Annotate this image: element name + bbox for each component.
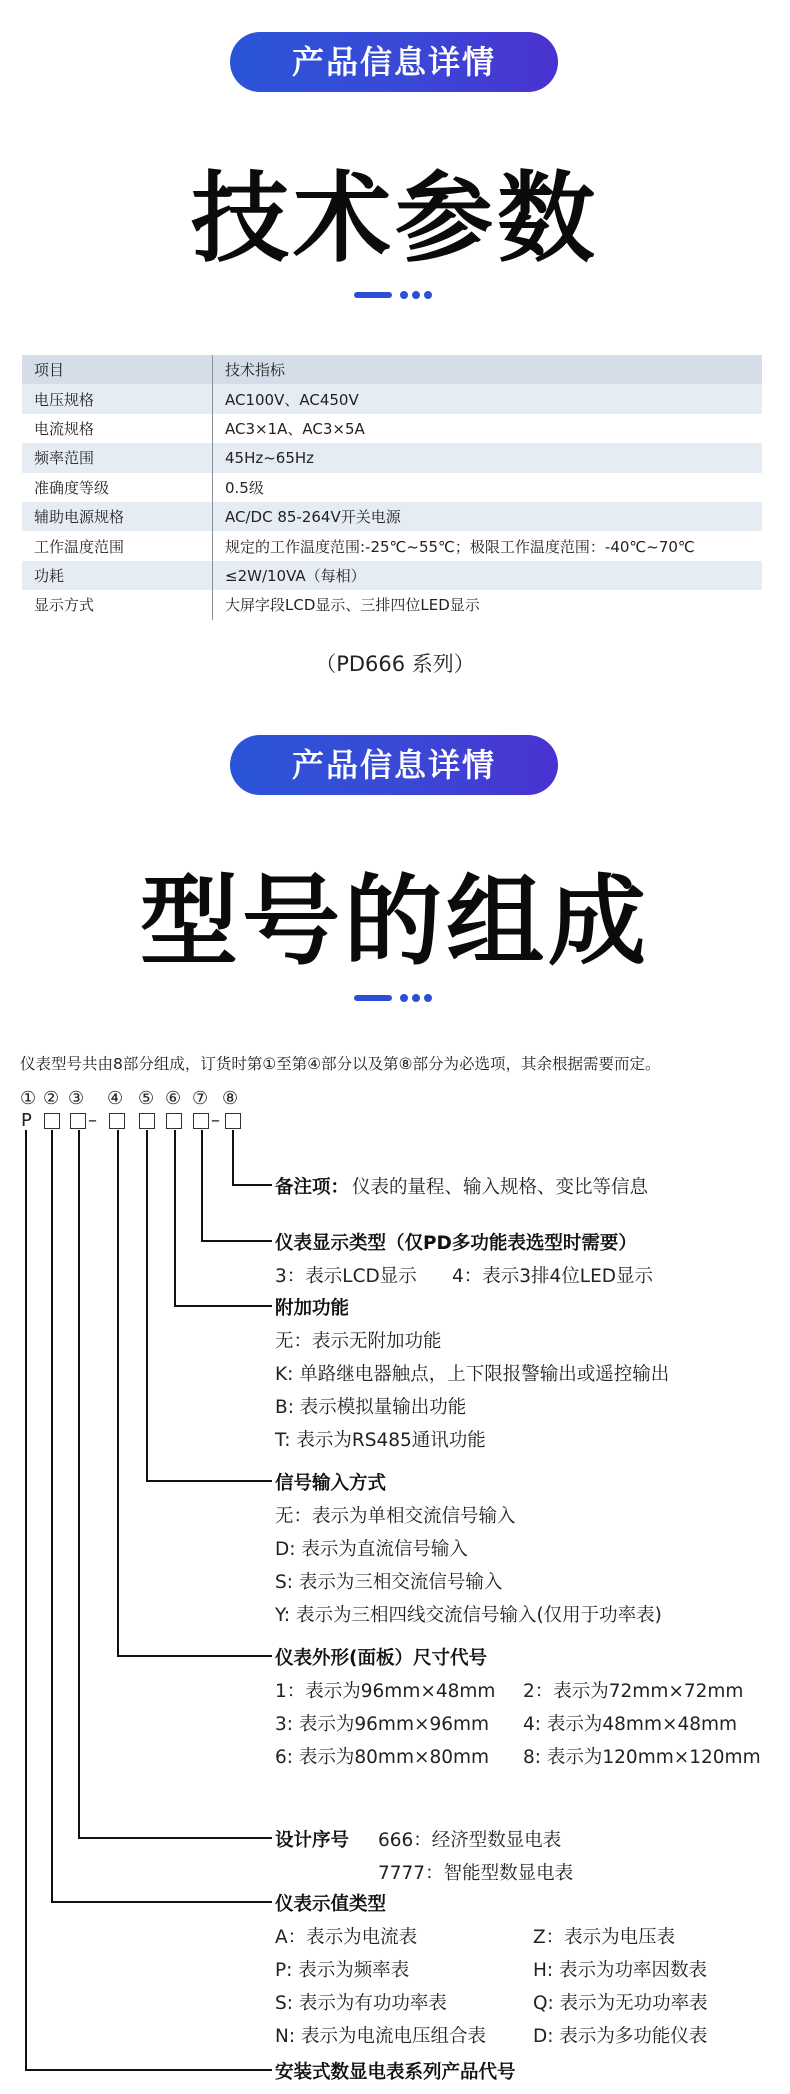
row-label: 准确度等级	[22, 473, 213, 502]
group5-item: Y: 表示为三相四线交流信号输入(仅用于功率表)	[275, 1605, 662, 1626]
header-item: 项目	[22, 355, 213, 384]
row-value: ≤2W/10VA（每相）	[213, 561, 763, 590]
group3-heading: 设计序号	[275, 1830, 350, 1851]
position-number: ⑧	[222, 1088, 239, 1109]
section-pill-1: 产品信息详情	[230, 32, 558, 92]
row-label: 功耗	[22, 561, 213, 590]
connector-8	[233, 1130, 272, 1185]
position-number: ①	[20, 1088, 37, 1109]
group4-item: 4: 表示为48mm×48mm	[523, 1714, 738, 1735]
group2-item: H: 表示为功率因数表	[533, 1960, 708, 1981]
group4-item: 2：表示为72mm×72mm	[523, 1681, 744, 1702]
row-value: 规定的工作温度范围:-25℃~55℃；极限工作温度范围：-40℃~70℃	[213, 531, 763, 560]
group5-heading: 信号输入方式	[275, 1473, 387, 1494]
position-number: ⑥	[165, 1088, 182, 1109]
position-number: ③	[68, 1088, 85, 1109]
group4-item: 1：表示为96mm×48mm	[275, 1681, 496, 1702]
group2-item: D: 表示为多功能仪表	[533, 2026, 708, 2047]
group6-item: 无：表示无附加功能	[275, 1331, 442, 1352]
row-label: 电压规格	[22, 384, 213, 413]
group6-item: T: 表示为RS485通讯功能	[275, 1430, 486, 1451]
group5-item: 无：表示为单相交流信号输入	[275, 1506, 516, 1527]
position-number: ②	[43, 1088, 60, 1109]
header-spec: 技术指标	[213, 355, 763, 384]
position-number: ④	[107, 1088, 124, 1109]
group8-heading: 备注项：	[275, 1177, 350, 1198]
group4-item: 3: 表示为96mm×96mm	[275, 1714, 490, 1735]
row-value: AC100V、AC450V	[213, 384, 763, 413]
row-value: 45Hz~65Hz	[213, 443, 763, 472]
row-label: 辅助电源规格	[22, 502, 213, 531]
group2-item: S: 表示为有功功率表	[275, 1993, 447, 2014]
group4-item: 6: 表示为80mm×80mm	[275, 1747, 490, 1768]
group2-item: N: 表示为电流电压组合表	[275, 2026, 486, 2047]
code-prefix: P	[21, 1110, 32, 1131]
group2-item: Z：表示为电压表	[533, 1927, 676, 1948]
group3-item: 7777：智能型数显电表	[378, 1863, 574, 1884]
group2-item: A：表示为电流表	[275, 1927, 418, 1948]
connector-4	[118, 1130, 272, 1656]
position-number: ⑦	[192, 1088, 209, 1109]
group6-item: B: 表示模拟量输出功能	[275, 1397, 467, 1418]
connector-6	[175, 1130, 272, 1306]
title-model-composition: 型号的组成	[139, 865, 650, 979]
row-label: 频率范围	[22, 443, 213, 472]
group4-item: 8: 表示为120mm×120mm	[523, 1747, 761, 1768]
row-value: AC3×1A、AC3×5A	[213, 414, 763, 443]
group5-item: D: 表示为直流信号输入	[275, 1539, 468, 1560]
row-value: AC/DC 85-264V开关电源	[213, 502, 763, 531]
connector-1	[26, 1130, 272, 2070]
group6-item: K: 单路继电器触点，上下限报警输出或遥控输出	[275, 1364, 670, 1385]
code-dash: –	[88, 1110, 97, 1131]
group7-item: 4：表示3排4位LED显示	[452, 1266, 654, 1287]
group7-item: 3：表示LCD显示	[275, 1266, 417, 1287]
title-tech-params: 技术参数	[190, 162, 599, 276]
section-pill-2: 产品信息详情	[230, 735, 558, 795]
row-label: 电流规格	[22, 414, 213, 443]
connector-2	[52, 1130, 272, 1902]
group8-text: 仪表的量程、输入规格、变比等信息	[352, 1177, 649, 1198]
group2-item: P: 表示为频率表	[275, 1960, 410, 1981]
model-intro-text: 仪表型号共由8部分组成，订货时第①至第④部分以及第⑧部分为必选项，其余根据需要而定。	[20, 1055, 661, 1073]
group6-heading: 附加功能	[275, 1298, 350, 1319]
row-label: 工作温度范围	[22, 531, 213, 560]
group2-item: Q: 表示为无功功率表	[533, 1993, 708, 2014]
table-caption: （PD666 系列）	[315, 652, 475, 676]
code-dash: –	[211, 1110, 220, 1131]
row-label: 显示方式	[22, 590, 213, 619]
group1-heading: 安装式数显电表系列产品代号	[275, 2062, 516, 2083]
group4-heading: 仪表外形(面板）尺寸代号	[275, 1648, 487, 1669]
row-value: 大屏字段LCD显示、三排四位LED显示	[213, 590, 763, 619]
row-value: 0.5级	[213, 473, 763, 502]
group7-heading: 仪表显示类型（仅PD多功能表选型时需要）	[275, 1233, 637, 1254]
group3-item: 666：经济型数显电表	[378, 1830, 562, 1851]
group5-item: S: 表示为三相交流信号输入	[275, 1572, 503, 1593]
position-number: ⑤	[138, 1088, 155, 1109]
group2-heading: 仪表示值类型	[275, 1894, 387, 1915]
